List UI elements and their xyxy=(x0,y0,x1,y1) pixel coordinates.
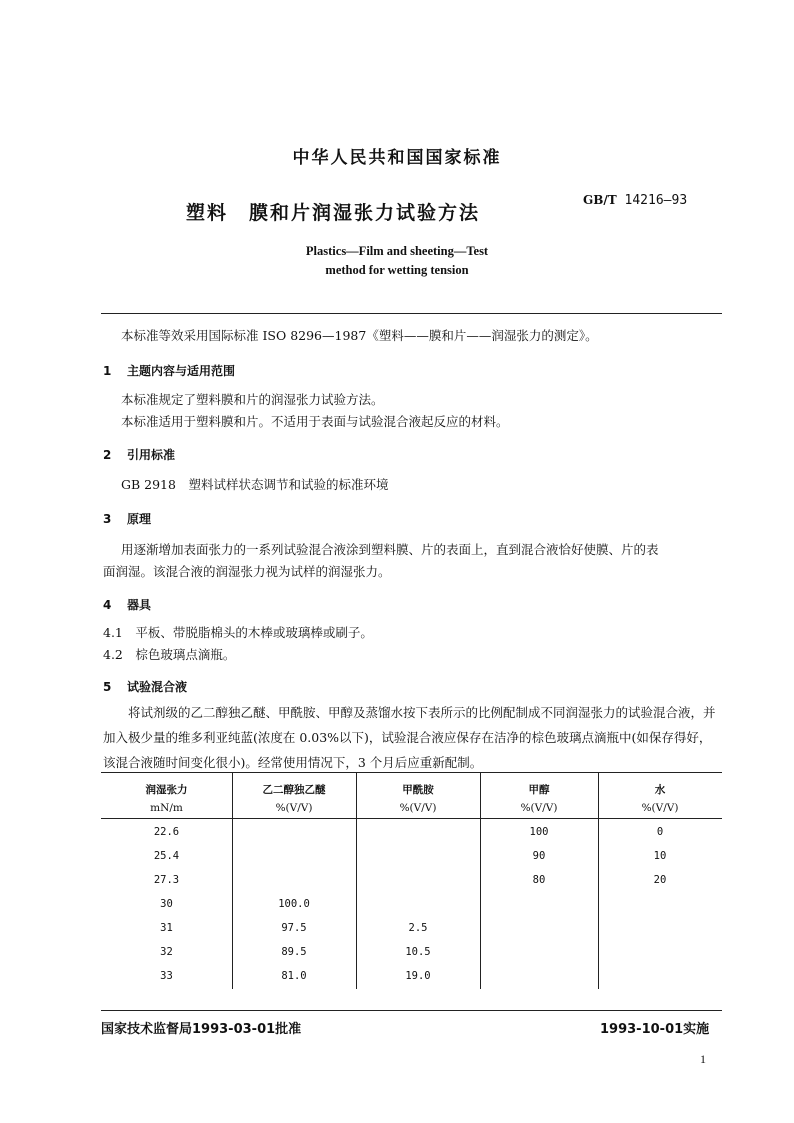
section-4-heading xyxy=(103,596,151,613)
table-cell: 10.5 xyxy=(405,946,431,958)
standard-code xyxy=(583,193,687,208)
table-cell: 10 xyxy=(653,850,667,862)
header-ethylene-glycol-monoethyl-ether: 乙二醇独乙醚 %(V/V) xyxy=(262,784,326,814)
table-cell: 27.3 xyxy=(153,874,180,886)
section-number: 5 xyxy=(103,680,112,694)
section-5-heading xyxy=(103,678,187,695)
english-title-line-1: Plastics—Film and sheeting—Test xyxy=(305,244,489,258)
header-formamide: 甲酰胺 %(V/V) xyxy=(399,784,437,814)
section-1-line-2: 本标准适用于塑料膜和片。不适用于表面与试验混合液起反应的材料。 xyxy=(121,414,509,429)
header-water: 水 %(V/V) xyxy=(641,784,679,814)
section-4-line-1: 4.1 平板、带脱脂棉头的木棒或玻璃棒或刷子。 xyxy=(103,625,373,640)
standard-type-heading: 中华人民共和国国家标准 xyxy=(292,148,502,168)
table-cell: 32 xyxy=(160,946,173,958)
table-cell: 100.0 xyxy=(278,898,310,910)
table-cell: 81.0 xyxy=(281,970,307,982)
intro-paragraph: 本标准等效采用国际标准 ISO 8296—1987《塑料——膜和片——润湿张力的测定》。 xyxy=(121,328,598,343)
table-cell: 100 xyxy=(529,826,549,838)
english-title-line-2: method for wetting tension xyxy=(325,263,469,277)
implementation-date: 1993-10-01实施 xyxy=(600,1022,710,1037)
section-title: 引用标准 xyxy=(127,448,176,462)
table-cell: 33 xyxy=(160,970,173,982)
page-number: 1 xyxy=(700,1052,706,1066)
section-title: 主题内容与适用范围 xyxy=(127,364,236,378)
section-3-line-2: 面润湿。该混合液的润湿张力视为试样的润湿张力。 xyxy=(103,564,391,579)
table-cell: 2.5 xyxy=(408,922,428,934)
table-cell: 30 xyxy=(160,898,173,910)
table-cell: 25.4 xyxy=(153,850,180,862)
table-cell: 31 xyxy=(160,922,173,934)
section-number: 2 xyxy=(103,448,112,462)
section-number: 4 xyxy=(103,598,112,612)
table-cell: 0 xyxy=(656,826,664,838)
table-cell: 20 xyxy=(653,874,667,886)
section-number: 3 xyxy=(103,512,112,526)
section-title: 器具 xyxy=(127,598,152,612)
header-wetting-tension: 润湿张力 mN/m xyxy=(145,784,188,814)
approval-date: 国家技术监督局1993-03-01批准 xyxy=(101,1022,302,1037)
document-title: 塑料 膜和片润湿张力试验方法 xyxy=(186,202,481,224)
table-cell: 90 xyxy=(532,850,546,862)
table-cell: 22.6 xyxy=(153,826,180,838)
header-methanol: 甲醇 %(V/V) xyxy=(520,784,558,814)
footer-divider xyxy=(101,1010,722,1011)
section-3-line-1: 用逐渐增加表面张力的一系列试验混合液涂到塑料膜、片的表面上，直到混合液恰好使膜、片的表 xyxy=(121,542,659,557)
header-divider xyxy=(101,313,722,314)
standard-code-number: 14216—93 xyxy=(624,193,688,208)
section-title: 试验混合液 xyxy=(127,680,188,694)
section-2-line-1: GB 2918 塑料试样状态调节和试验的标准环境 xyxy=(121,477,389,492)
table-cell: 19.0 xyxy=(405,970,431,982)
table-cell: 97.5 xyxy=(281,922,307,934)
table-cell: 89.5 xyxy=(281,946,307,958)
section-2-heading xyxy=(103,446,175,463)
section-1-heading xyxy=(103,362,235,379)
section-4-line-2: 4.2 棕色玻璃点滴瓶。 xyxy=(103,647,236,662)
section-title: 原理 xyxy=(127,512,152,526)
section-1-line-1: 本标准规定了塑料膜和片的润湿张力试验方法。 xyxy=(121,392,384,407)
section-number: 1 xyxy=(103,364,112,378)
section-3-heading xyxy=(103,510,151,527)
section-5-paragraph: 将试剂级的乙二醇独乙醚、甲酰胺、甲醇及蒸馏水按下表所示的比例配制成不同润湿张力的试验混合液，并加入极少量的维多利亚纯蓝(浓度在 0.03%以下)，试验混合液应保存在洁净的棕色玻璃点滴瓶中(如保存得好，该混合液随时间变化很小)。经常使用情况下，3 个月后应重新配制。 xyxy=(103,705,716,770)
standard-code-prefix: GB/T xyxy=(583,193,617,207)
table-cell: 80 xyxy=(532,874,546,886)
